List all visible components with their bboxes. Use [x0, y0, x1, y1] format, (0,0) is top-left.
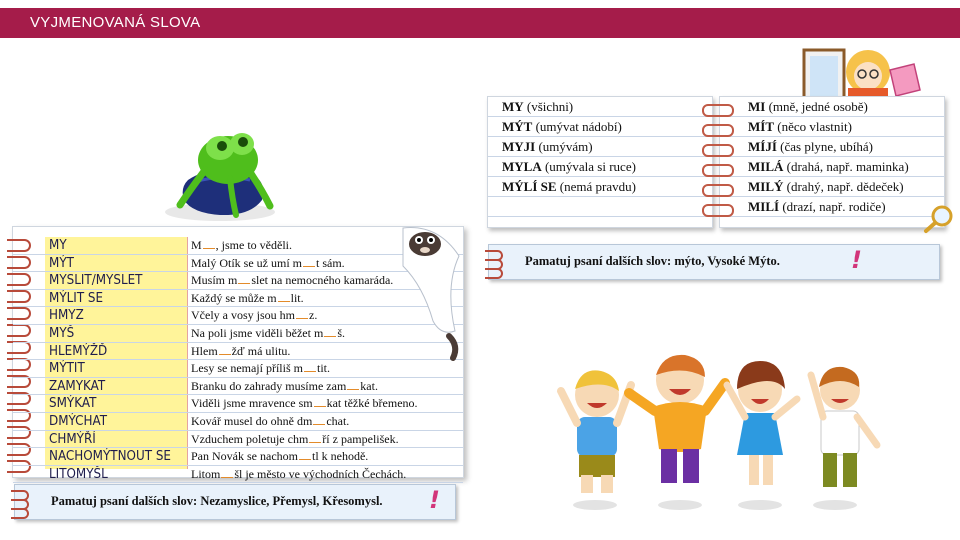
word-entry: MILÁ (drahá, např. maminka) [748, 159, 909, 174]
notebook-page-right [719, 96, 945, 228]
word-label: HMYZ [49, 308, 84, 324]
word-label: MÝT [49, 255, 74, 271]
word-label: DMÝCHAT [49, 413, 108, 429]
word-entry: MY (všichni) [502, 99, 574, 114]
magnifier-icon [922, 204, 956, 234]
example-sentence: Hlem žď má ulitu. [191, 343, 291, 358]
example-sentence: Musím m slet na nemocného kamaráda. [191, 273, 394, 288]
table-row [13, 378, 463, 396]
jumping-children-illustration [555, 345, 895, 515]
word-label: SMÝKAT [49, 396, 97, 412]
word-label: HLEMÝŽĎ [49, 343, 108, 359]
example-sentence: Malý Otík se už umí m t sám. [191, 255, 345, 270]
memo-box-left [14, 484, 456, 520]
example-sentence: Včely a vosy jsou hm z. [191, 308, 318, 323]
notebook-page-left [487, 96, 713, 228]
example-sentence: Lesy se nemají příliš m tit. [191, 361, 330, 376]
word-label: LITOMYŠL [49, 466, 108, 482]
right-notebook [487, 96, 945, 228]
page-curl-illustration [393, 226, 463, 366]
word-entry: MÍT (něco vlastnit) [748, 119, 852, 134]
word-label: MY [49, 238, 67, 253]
memo-text: Pamatuj psaní dalších slov: mýto, Vysoké Mýto. [525, 254, 780, 268]
word-entry: MÝT (umývat nádobí) [502, 119, 622, 134]
example-sentence: Na poli jsme viděli běžet m š. [191, 325, 345, 340]
table-row [13, 395, 463, 413]
word-label: ZAMYKAT [49, 378, 106, 394]
spiral-ring-icon [702, 184, 734, 197]
word-entry: MILÝ (drahý, např. dědeček) [748, 179, 904, 194]
word-label: MYSLIT/MYSLET [49, 273, 143, 289]
example-sentence: Každý se může m lit. [191, 290, 304, 305]
memo-box-right [488, 244, 940, 280]
frog-illustration [150, 120, 285, 225]
example-sentence: Litom šl je město ve východních Čechách. [191, 466, 407, 481]
spiral-ring-icon [11, 508, 29, 519]
example-sentence: Pan Novák se nachom tl k nehodě. [191, 449, 369, 464]
word-entry: MYJI (umývám) [502, 139, 593, 154]
word-label: CHMÝŘÍ [49, 431, 96, 447]
word-entry: MI (mně, jedné osobě) [748, 99, 868, 114]
table-row [13, 448, 463, 466]
spiral-ring-icon [702, 104, 734, 117]
spiral-ring-icon [702, 144, 734, 157]
title-bar [0, 8, 960, 38]
word-label: MÝTIT [49, 361, 85, 377]
spiral-ring-icon [702, 124, 734, 137]
page-title: VYJMENOVANÁ SLOVA [30, 14, 201, 31]
exclamation-icon: ! [851, 246, 862, 274]
example-sentence: Vzduchem poletuje chm ří z pampelišek. [191, 431, 399, 446]
word-entry: MÍJÍ (čas plyne, ubíhá) [748, 139, 873, 154]
word-label: NACHOMÝTNOUT SE [49, 449, 171, 465]
example-sentence: Viděli jsme mravence sm kat těžké břemeno. [191, 396, 418, 411]
word-label: MYŠ [49, 325, 75, 341]
example-sentence: M , jsme to věděli. [191, 238, 292, 252]
word-entry: MILÍ (drazí, např. rodiče) [748, 199, 886, 214]
spiral-ring-icon [485, 268, 503, 279]
example-sentence: Branku do zahrady musíme zam kat. [191, 378, 378, 393]
table-row [13, 431, 463, 449]
word-label: MÝLIT SE [49, 290, 104, 306]
spiral-ring-icon [702, 204, 734, 217]
table-row [13, 466, 463, 484]
example-sentence: Kovář musel do ohně dm chat. [191, 413, 350, 428]
table-row [13, 413, 463, 431]
exclamation-icon: ! [429, 486, 440, 514]
word-entry: MYLA (umývala si ruce) [502, 159, 636, 174]
memo-text: Pamatuj psaní dalších slov: Nezamyslice, Přemysl, Křesomysl. [51, 494, 383, 508]
word-entry: MÝLÍ SE (nemá pravdu) [502, 179, 636, 194]
spiral-ring-icon [702, 164, 734, 177]
